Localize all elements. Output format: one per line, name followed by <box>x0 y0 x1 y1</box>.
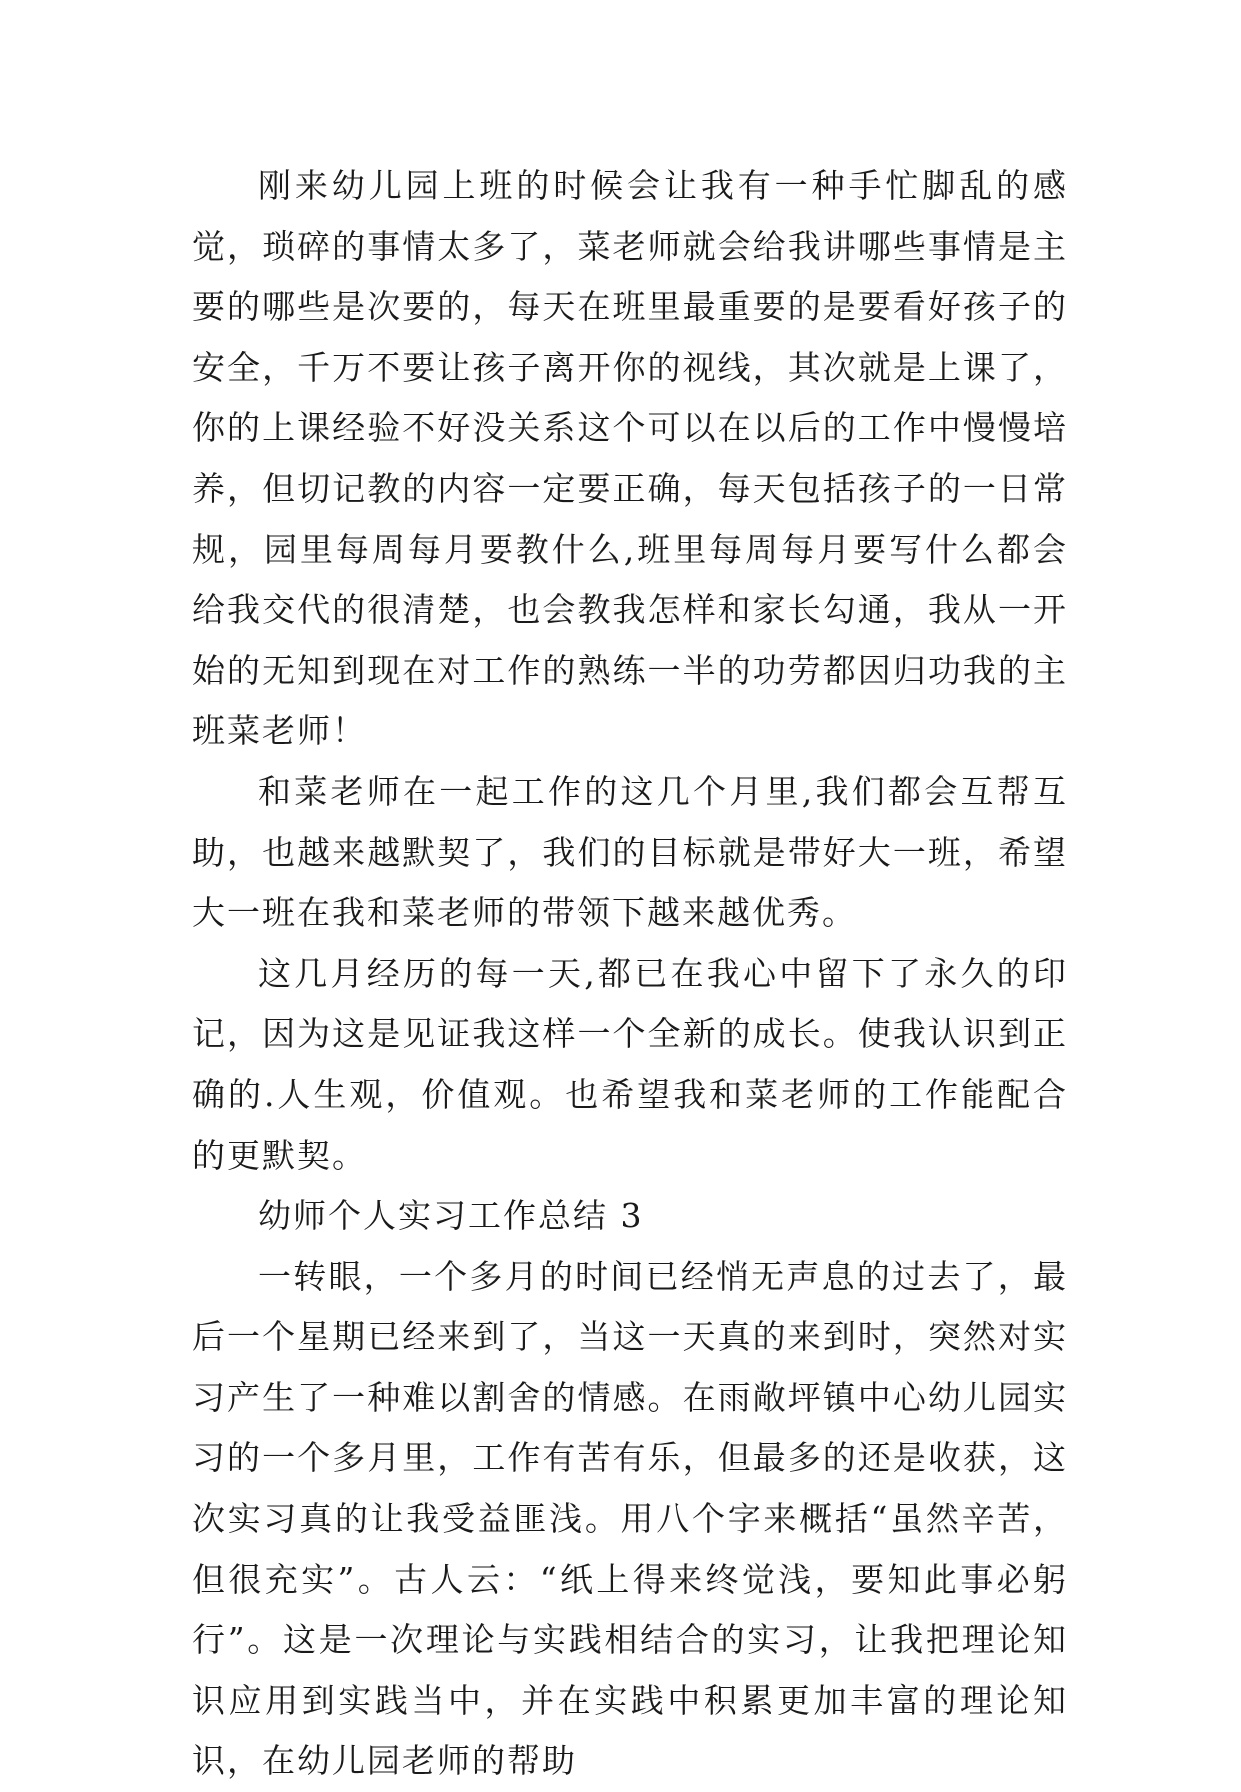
paragraph-4: 一转眼，一个多月的时间已经悄无声息的过去了，最后一个星期已经来到了，当这一天真的来到时，突然对实习产生了一种难以割舍的情感。在雨敞坪镇中心幼儿园实习的一个多月里，工作有苦有乐，但最多的还是收获，这次实习真的让我受益匪浅。用八个字来概括“虽然辛苦，但很充实”。古人云：“纸上得来终觉浅，要知此事必躬行”。这是一次理论与实践相结合的实习，让我把理论知识应用到实践当中，并在实践中积累更加丰富的理论知识，在幼儿园老师的帮助 <box>192 1256 1068 1781</box>
paragraph-1: 刚来幼儿园上班的时候会让我有一种手忙脚乱的感觉，琐碎的事情太多了，菜老师就会给我讲哪些事情是主要的哪些是次要的，每天在班里最重要的是要看好孩子的安全，千万不要让孩子离开你的视线，其次就是上课了，你的上课经验不好没关系这个可以在以后的工作中慢慢培养，但切记教的内容一定要正确，每天包括孩子的一日常规，园里每周每月要教什么,班里每周每月要写什么都会给我交代的很清楚，也会教我怎样和家长勾通，我从一开始的无知到现在对工作的熟练一半的功劳都因归功我的主班菜老师！ <box>192 166 1068 751</box>
document-body <box>192 156 1068 1792</box>
section-heading: 幼师个人实习工作总结 3 <box>258 1196 644 1236</box>
paragraph-2: 和菜老师在一起工作的这几个月里,我们都会互帮互助，也越来越默契了，我们的目标就是带好大一班，希望大一班在我和菜老师的带领下越来越优秀。 <box>192 771 1068 933</box>
paragraph-3: 这几月经历的每一天,都已在我心中留下了永久的印记，因为这是见证我这样一个全新的成长。使我认识到正确的.人生观，价值观。也希望我和菜老师的工作能配合的更默契。 <box>192 953 1068 1175</box>
